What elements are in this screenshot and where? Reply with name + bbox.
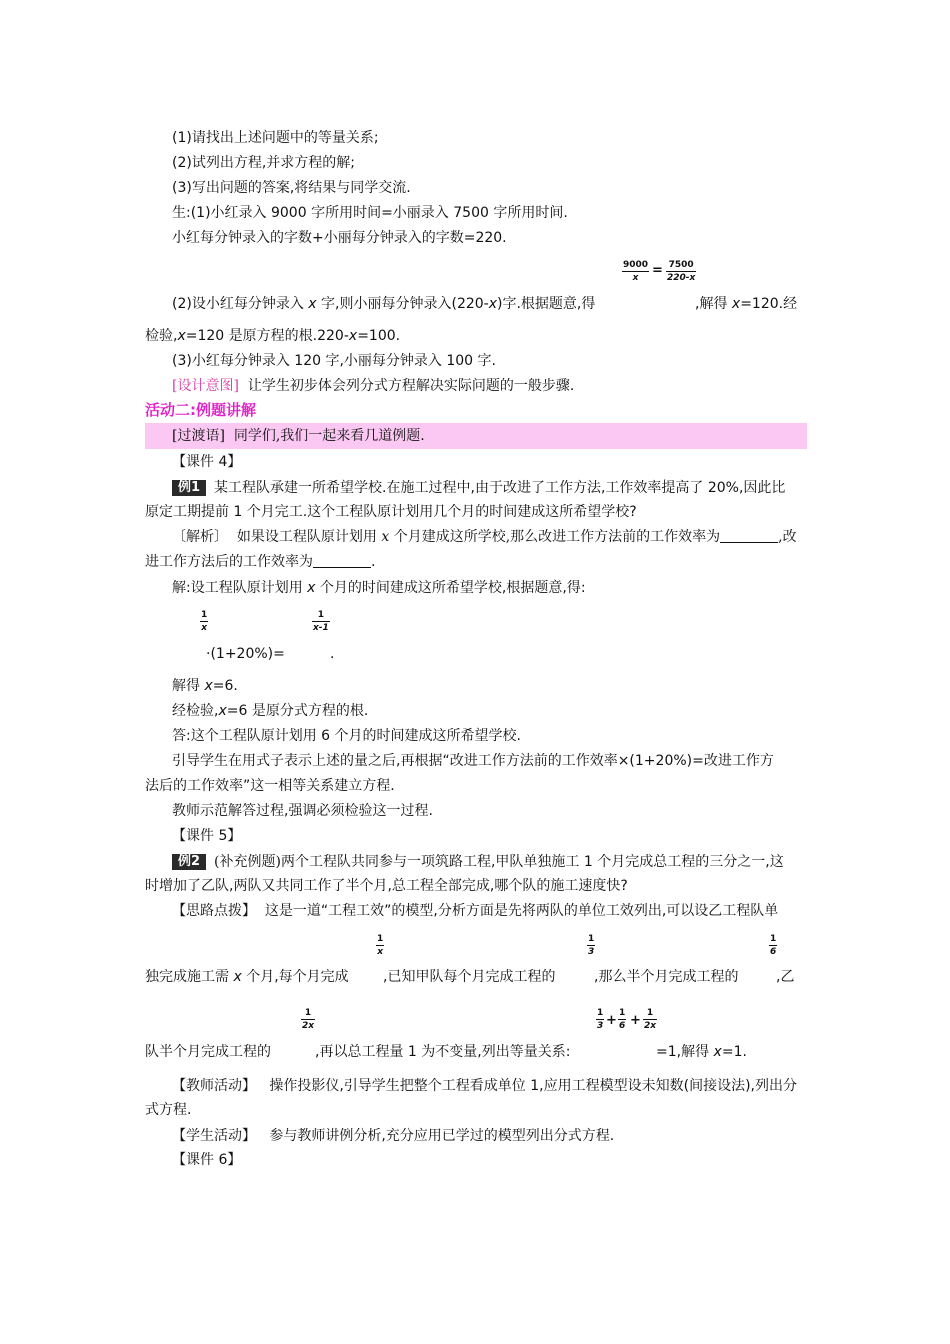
plus-sign: + <box>630 1013 641 1028</box>
fraction-1-over-x-minus-1: 1 x-1 <box>313 610 329 633</box>
answer-blank[interactable] <box>313 555 371 568</box>
text-line: (1)请找出上述问题中的等量关系; <box>172 130 379 146</box>
text-line: 生:(1)小红录入 9000 字所用时间=小丽录入 7500 字所用时间. <box>172 205 568 221</box>
fraction-9000-over-x: 9000 x <box>623 260 649 283</box>
text-line: (3)写出问题的答案,将结果与同学交流. <box>172 180 411 196</box>
text-line: ,已知甲队每个月完成工程的 <box>383 969 556 985</box>
equation-period: . <box>330 646 335 662</box>
answer-blank[interactable] <box>720 530 778 543</box>
fraction-1-over-2x: 1 2x <box>644 1008 657 1031</box>
fraction-1-over-2x: 1 2x <box>302 1008 315 1031</box>
fraction-1-over-x: 1 x <box>201 610 208 633</box>
text-line: 引导学生在用式子表示上述的量之后,再根据“改进工作方法前的工作效率×(1+20%)=改进工作方 <box>172 753 774 769</box>
courseware-label: 【课件 4】 <box>172 454 242 470</box>
student-activity-line: 【学生活动】 参与教师讲例分析,充分应用已学过的模型列出分式方程. <box>172 1128 615 1144</box>
text-line: 教师示范解答过程,强调必须检验这一过程. <box>172 803 433 819</box>
text-line: 小红每分钟录入的字数+小丽每分钟录入的字数=220. <box>172 230 507 246</box>
text-line: 时增加了乙队,两队又共同工作了半个月,总工程全部完成,哪个队的施工速度快? <box>145 878 628 894</box>
courseware-label: 【课件 5】 <box>172 828 242 844</box>
teacher-activity-line: 【教师活动】 操作投影仪,引导学生把整个工程看成单位 1,应用工程模型设未知数(间接设法),列出分 <box>172 1078 797 1094</box>
transition-line: [过渡语] 同学们,我们一起来看几道例题. <box>172 428 425 444</box>
text-line: (3)小红每分钟录入 120 字,小丽每分钟录入 100 字. <box>172 353 496 369</box>
text-line: 解:设工程队原计划用 x 个月的时间建成这所希望学校,根据题意,得: <box>172 580 586 596</box>
example-badge: 例2 <box>172 854 206 870</box>
text-line: (2)设小红每分钟录入 x 字,则小丽每分钟录入(220-x)字.根据题意,得 <box>172 296 596 312</box>
analysis-line: 进工作方法后的工作效率为 . <box>145 554 376 570</box>
text-line: ,乙 <box>776 969 795 985</box>
text-line: ,再以总工程量 1 为不变量,列出等量关系: <box>315 1044 571 1060</box>
text-line: 经检验,x=6 是原分式方程的根. <box>172 703 369 719</box>
text-line: 法后的工作效率”这一相等关系建立方程. <box>145 778 395 794</box>
example-1-line: 例1 某工程队承建一所希望学校.在施工过程中,由于改进了工作方法,工作效率提高了 20%,因此比 <box>172 478 785 498</box>
fraction-1-over-3: 1 3 <box>597 1008 604 1031</box>
design-intent-line: [设计意图] 让学生初步体会列分式方程解决实际问题的一般步骤. <box>172 378 575 394</box>
example-badge: 例1 <box>172 480 206 496</box>
hint-line: 【思路点拨】 这是一道“工程工效”的模型,分析方面是先将两队的单位工效列出,可以设乙工程队单 <box>172 903 779 919</box>
text-line: (2)试列出方程,并求方程的解; <box>172 155 355 171</box>
text-line: 检验,x=120 是原方程的根.220-x=100. <box>145 328 401 344</box>
text-line: 答:这个工程队原计划用 6 个月的时间建成这所希望学校. <box>172 728 521 744</box>
equation-line: ·(1+20%)= <box>206 646 285 662</box>
text-line: 解得 x=6. <box>172 678 238 694</box>
plus-sign: + <box>606 1013 617 1028</box>
fraction-1-over-6: 1 6 <box>619 1008 626 1031</box>
equals-sign: = <box>652 263 663 278</box>
text-line: 原定工期提前 1 个月完工.这个工程队原计划用几个月的时间建成这所希望学校? <box>145 504 637 520</box>
fraction-1-over-x: 1 x <box>377 934 384 957</box>
text-line: ,那么半个月完成工程的 <box>594 969 739 985</box>
text-line: ,解得 x=120.经 <box>695 296 798 312</box>
fraction-7500-over-220-minus-x: 7500 220-x <box>667 260 696 283</box>
fraction-1-over-6: 1 6 <box>770 934 777 957</box>
fraction-1-over-3: 1 3 <box>588 934 595 957</box>
example-2-line: 例2 (补充例题)两个工程队共同参与一项筑路工程,甲队单独施工 1 个月完成总工程的三分之一,这 <box>172 852 784 872</box>
text-line: 式方程. <box>145 1102 192 1118</box>
analysis-line: 〔解析〕 如果设工程队原计划用 x 个月建成这所学校,那么改进工作方法前的工作效率为 ,改 <box>172 529 797 545</box>
text-line: 独完成施工需 x 个月,每个月完成 <box>145 969 349 985</box>
courseware-label: 【课件 6】 <box>172 1152 242 1168</box>
section-heading: 活动二:例题讲解 <box>145 401 256 419</box>
text-line: =1,解得 x=1. <box>656 1044 747 1060</box>
text-line: 队半个月完成工程的 <box>145 1044 271 1060</box>
